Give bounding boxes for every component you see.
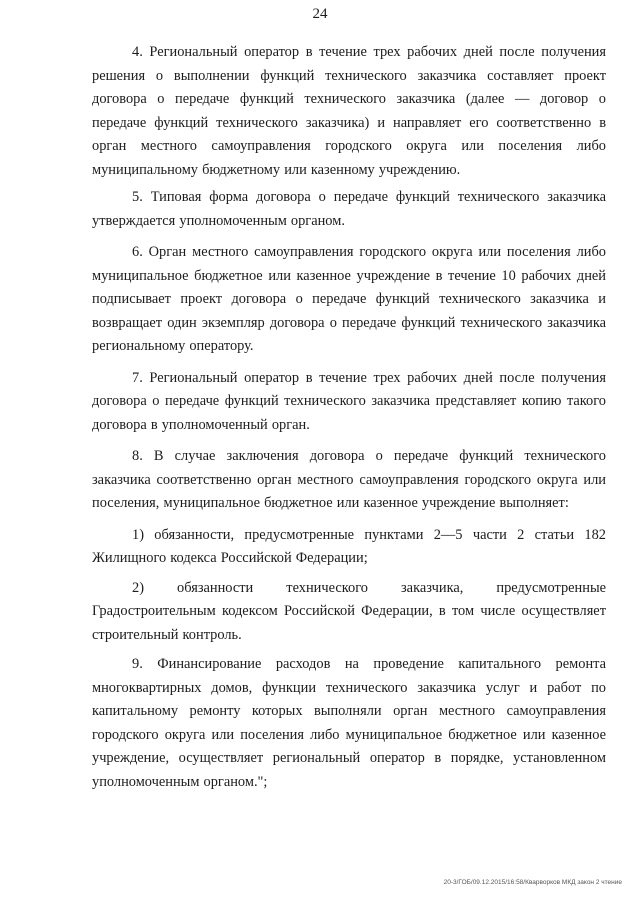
paragraph-8-item-1: 1) обязанности, предусмотренные пунктами 2—5 части 2 статьи 182 Жилищного кодекса Российской Федерации; [92,526,606,566]
paragraph-9: 9. Финансирование расходов на проведение капитального ремонта многоквартирных домов, функции технического заказчика услуг и работ по капитальному ремонту которых выполняли орган местного самоуправления городского округа или поселения либо муниципальное бюджетное или казенное учреждение, осуществляет региональный оператор в порядке, установленном уполномоченным органом."; [92,656,606,790]
document-body [92,41,606,804]
page-number: 24 [312,6,328,22]
paragraph-5: 5. Типовая форма договора о передаче функций технического заказчика утверждается уполномоченным органом. [92,189,606,229]
paragraph-8: 8. В случае заключения договора о передаче функций технического заказчика соответственно орган местного самоуправления городского округа или поселения, муниципальное бюджетное или казенное учреждение выполняет: [92,448,606,511]
paragraph-8-item-2: 2) обязанности технического заказчика, предусмотренные Градостроительным кодексом Российской Федерации, в том числе осуществляет строительный контроль. [92,579,606,643]
footer-stamp: 20-3/ГОБ/09.12.2015/16:58/Кварворков МКД закон 2 чтение [443,879,622,886]
paragraph-7: 7. Региональный оператор в течение трех рабочих дней после получения договора о передаче функций технического заказчика представляет копию такого договора в уполномоченный орган. [92,369,606,433]
paragraph-4: 4. Региональный оператор в течение трех рабочих дней после получения решения о выполнении функций технического заказчика составляет проект договора о передаче функций технического заказчика (далее — договор о передаче функций технического заказчика) и направляет его соответственно в орган местного самоуправления городского округа или поселения либо муниципальному бюджетному или казенному учреждению. [92,44,606,178]
paragraph-6: 6. Орган местного самоуправления городского округа или поселения либо муниципальное бюджетное или казенное учреждение в течение 10 рабочих дней подписывает проект договора о передаче функций технического заказчика и возвращает один экземпляр договора о передаче функций технического заказчика региональному оператору. [92,244,606,354]
